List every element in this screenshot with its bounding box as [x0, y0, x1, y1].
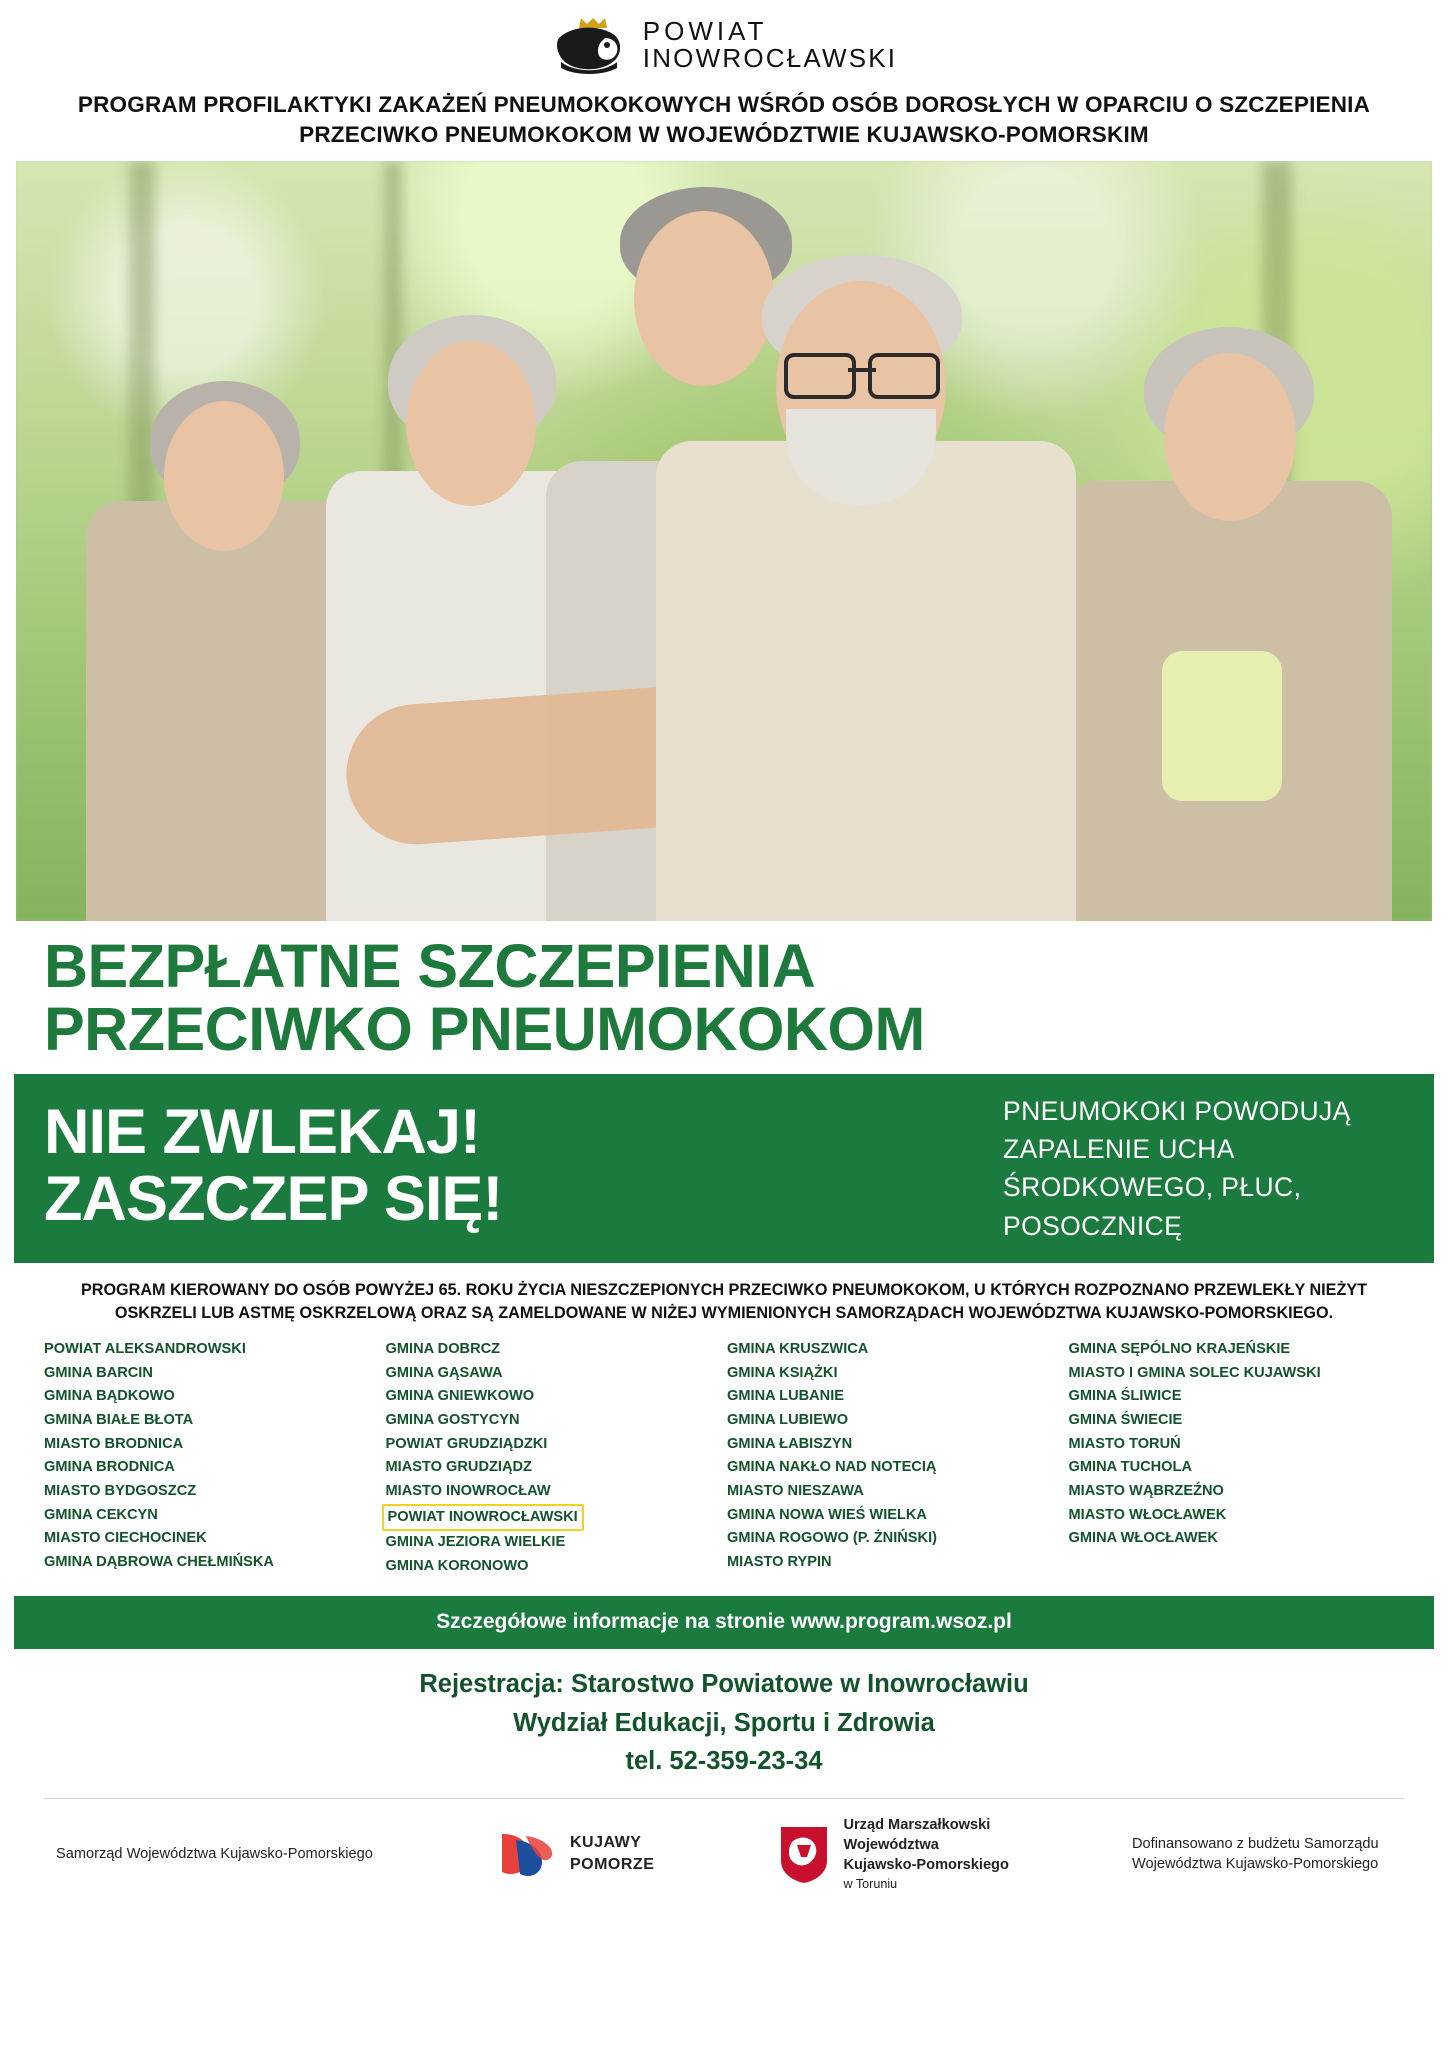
- list-item: GMINA LUBIEWO: [727, 1411, 849, 1428]
- powiat-logo: [0, 0, 1448, 78]
- municipality-column-3: [727, 1338, 1063, 1578]
- list-item: GMINA ŁABISZYN: [727, 1435, 853, 1452]
- list-item: GMINA GĄSAWA: [385, 1364, 503, 1381]
- list-item: GMINA BĄDKOWO: [44, 1388, 175, 1405]
- pneumococci-note: PNEUMOKOKI POWODUJĄ ZAPALENIE UCHA ŚRODKOWEGO, PŁUC, POSOCZNICĘ: [1003, 1095, 1351, 1241]
- person-woman-right: [1062, 301, 1392, 921]
- person-man-front: [656, 221, 1076, 921]
- municipality-column-4: [1069, 1338, 1405, 1578]
- list-item: GMINA KORONOWO: [385, 1557, 529, 1574]
- logo-line-2: INOWROCŁAWSKI: [642, 43, 898, 73]
- municipality-column-1: [44, 1338, 380, 1578]
- kujawy-pomorze-text: [570, 1832, 654, 1876]
- urzad-line-4: w Toruniu: [843, 1876, 898, 1891]
- hero-photo: [16, 161, 1432, 921]
- list-item: POWIAT GRUDZIĄDZKI: [385, 1435, 548, 1452]
- footer-divider: [44, 1798, 1404, 1799]
- municipality-column-2: [386, 1338, 722, 1578]
- list-item: GMINA NAKŁO NAD NOTECIĄ: [727, 1459, 937, 1476]
- logo-text: [642, 15, 898, 73]
- municipality-list: [44, 1338, 1404, 1578]
- list-item: GMINA KRUSZWICA: [727, 1341, 869, 1358]
- footer-samorzad: [56, 1844, 373, 1864]
- list-item: MIASTO I GMINA SOLEC KUJAWSKI: [1068, 1364, 1321, 1381]
- list-item: GMINA NOWA WIEŚ WIELKA: [727, 1506, 927, 1523]
- list-item: MIASTO WĄBRZEŹNO: [1068, 1482, 1224, 1499]
- kujawy-pomorze-icon: [496, 1830, 558, 1878]
- glasses-icon: [784, 353, 940, 391]
- headline-line-2: PRZECIWKO PNEUMOKOKOM: [44, 995, 925, 1064]
- list-item: MIASTO TORUŃ: [1068, 1435, 1181, 1452]
- footer-kujawy-pomorze-logo: [496, 1830, 654, 1878]
- list-item: GMINA ŚWIECIE: [1068, 1411, 1183, 1428]
- call-to-action-text: [44, 1099, 989, 1234]
- list-item: MIASTO INOWROCŁAW: [385, 1482, 551, 1499]
- kujawy-line-1: KUJAWY: [569, 1833, 642, 1851]
- footer-samorzad-text: Samorząd Województwa Kujawsko-Pomorskiego: [56, 1846, 373, 1862]
- cta-line-1: NIE ZWLEKAJ!: [44, 1097, 480, 1168]
- urzad-line-3: Kujawsko-Pomorskiego: [843, 1857, 1009, 1874]
- list-item: GMINA JEZIORA WIELKIE: [385, 1534, 566, 1551]
- list-item: GMINA GOSTYCYN: [385, 1411, 520, 1428]
- urzad-line-2: Województwa: [843, 1837, 939, 1854]
- list-item: GMINA GNIEWKOWO: [385, 1388, 535, 1405]
- headline: [44, 931, 1404, 1064]
- list-item: GMINA SĘPÓLNO KRAJEŃSKIE: [1068, 1341, 1291, 1358]
- call-to-action-band: [14, 1074, 1434, 1264]
- list-item: MIASTO RYPIN: [727, 1553, 832, 1570]
- list-item: GMINA BRODNICA: [44, 1459, 175, 1476]
- registration-line-1: Rejestracja: Starostwo Powiatowe w Inowrocławiu: [419, 1670, 1029, 1699]
- list-item: MIASTO GRUDZIĄDZ: [385, 1459, 532, 1476]
- list-item: MIASTO NIESZAWA: [727, 1482, 864, 1499]
- registration-line-2: Wydział Edukacji, Sportu i Zdrowia: [513, 1708, 935, 1737]
- headline-line-1: BEZPŁATNE SZCZEPIENIA: [44, 931, 816, 1000]
- list-item: MIASTO WŁOCŁAWEK: [1068, 1506, 1227, 1523]
- kujawy-line-2: POMORZE: [569, 1856, 655, 1874]
- list-item: GMINA BIAŁE BŁOTA: [44, 1411, 194, 1428]
- footer-dofinansowano: [1132, 1834, 1392, 1874]
- list-item: GMINA WŁOCŁAWEK: [1068, 1530, 1218, 1547]
- list-item: GMINA KSIĄŻKI: [727, 1364, 838, 1381]
- powiat-crest-icon: [551, 12, 629, 78]
- logo-line-1: POWIAT: [642, 15, 768, 46]
- website-info-bar[interactable]: Szczegółowe informacje na stronie www.program.wsoz.pl: [14, 1596, 1434, 1649]
- urzad-line-1: Urząd Marszałkowski: [843, 1817, 991, 1834]
- footer-urzad-marszalkowski: [777, 1815, 1008, 1893]
- list-item: GMINA DOBRCZ: [385, 1341, 501, 1358]
- list-item: GMINA CEKCYN: [44, 1506, 158, 1523]
- list-item: GMINA ŚLIWICE: [1068, 1388, 1182, 1405]
- footer: [56, 1815, 1392, 1893]
- list-item: MIASTO CIECHOCINEK: [44, 1530, 207, 1547]
- registration-phone: tel. 52-359-23-34: [625, 1746, 823, 1775]
- coat-of-arms-icon: [777, 1823, 831, 1885]
- program-title: PROGRAM PROFILAKTYKI ZAKAŻEŃ PNEUMOKOKOWYCH WŚRÓD OSÓB DOROSŁYCH W OPARCIU O SZCZEPIENIA PRZECIWKO PNEUMOKOKOM W WOJEWÓDZTWIE KUJAWSKO-POMORSKIM: [77, 92, 1371, 148]
- list-item-highlighted: POWIAT INOWROCŁAWSKI: [382, 1504, 584, 1532]
- list-item: MIASTO BYDGOSZCZ: [44, 1482, 197, 1499]
- list-item: GMINA TUCHOLA: [1068, 1459, 1192, 1476]
- registration-info: [0, 1665, 1448, 1780]
- urzad-text: [843, 1815, 1008, 1893]
- list-item: GMINA LUBANIE: [727, 1388, 845, 1405]
- cta-line-2: ZASZCZEP SIĘ!: [44, 1164, 503, 1235]
- list-item: GMINA DĄBROWA CHEŁMIŃSKA: [44, 1553, 274, 1570]
- dofinansowano-text: Dofinansowano z budżetu Samorządu Województwa Kujawsko-Pomorskiego: [1131, 1835, 1379, 1873]
- eligibility-criteria: PROGRAM KIEROWANY DO OSÓB POWYŻEJ 65. ROKU ŻYCIA NIESZCZEPIONYCH PRZECIWKO PNEUMOKOKOM, U KTÓRYCH ROZPOZNANO PRZEWLEKŁY NIEŻYT OSKRZELI LUB ASTMĘ OSKRZELOWĄ ORAZ SĄ ZAMELDOWANE W NIŻEJ WYMIENIONYCH SAMORZĄDACH WOJEWÓDZTWA KUJAWSKO-POMORSKIEGO.: [80, 1281, 1368, 1322]
- list-item: MIASTO BRODNICA: [44, 1435, 184, 1452]
- list-item: POWIAT ALEKSANDROWSKI: [44, 1341, 246, 1358]
- list-item: GMINA ROGOWO (P. ŻNIŃSKI): [727, 1530, 937, 1547]
- list-item: GMINA BARCIN: [44, 1364, 153, 1381]
